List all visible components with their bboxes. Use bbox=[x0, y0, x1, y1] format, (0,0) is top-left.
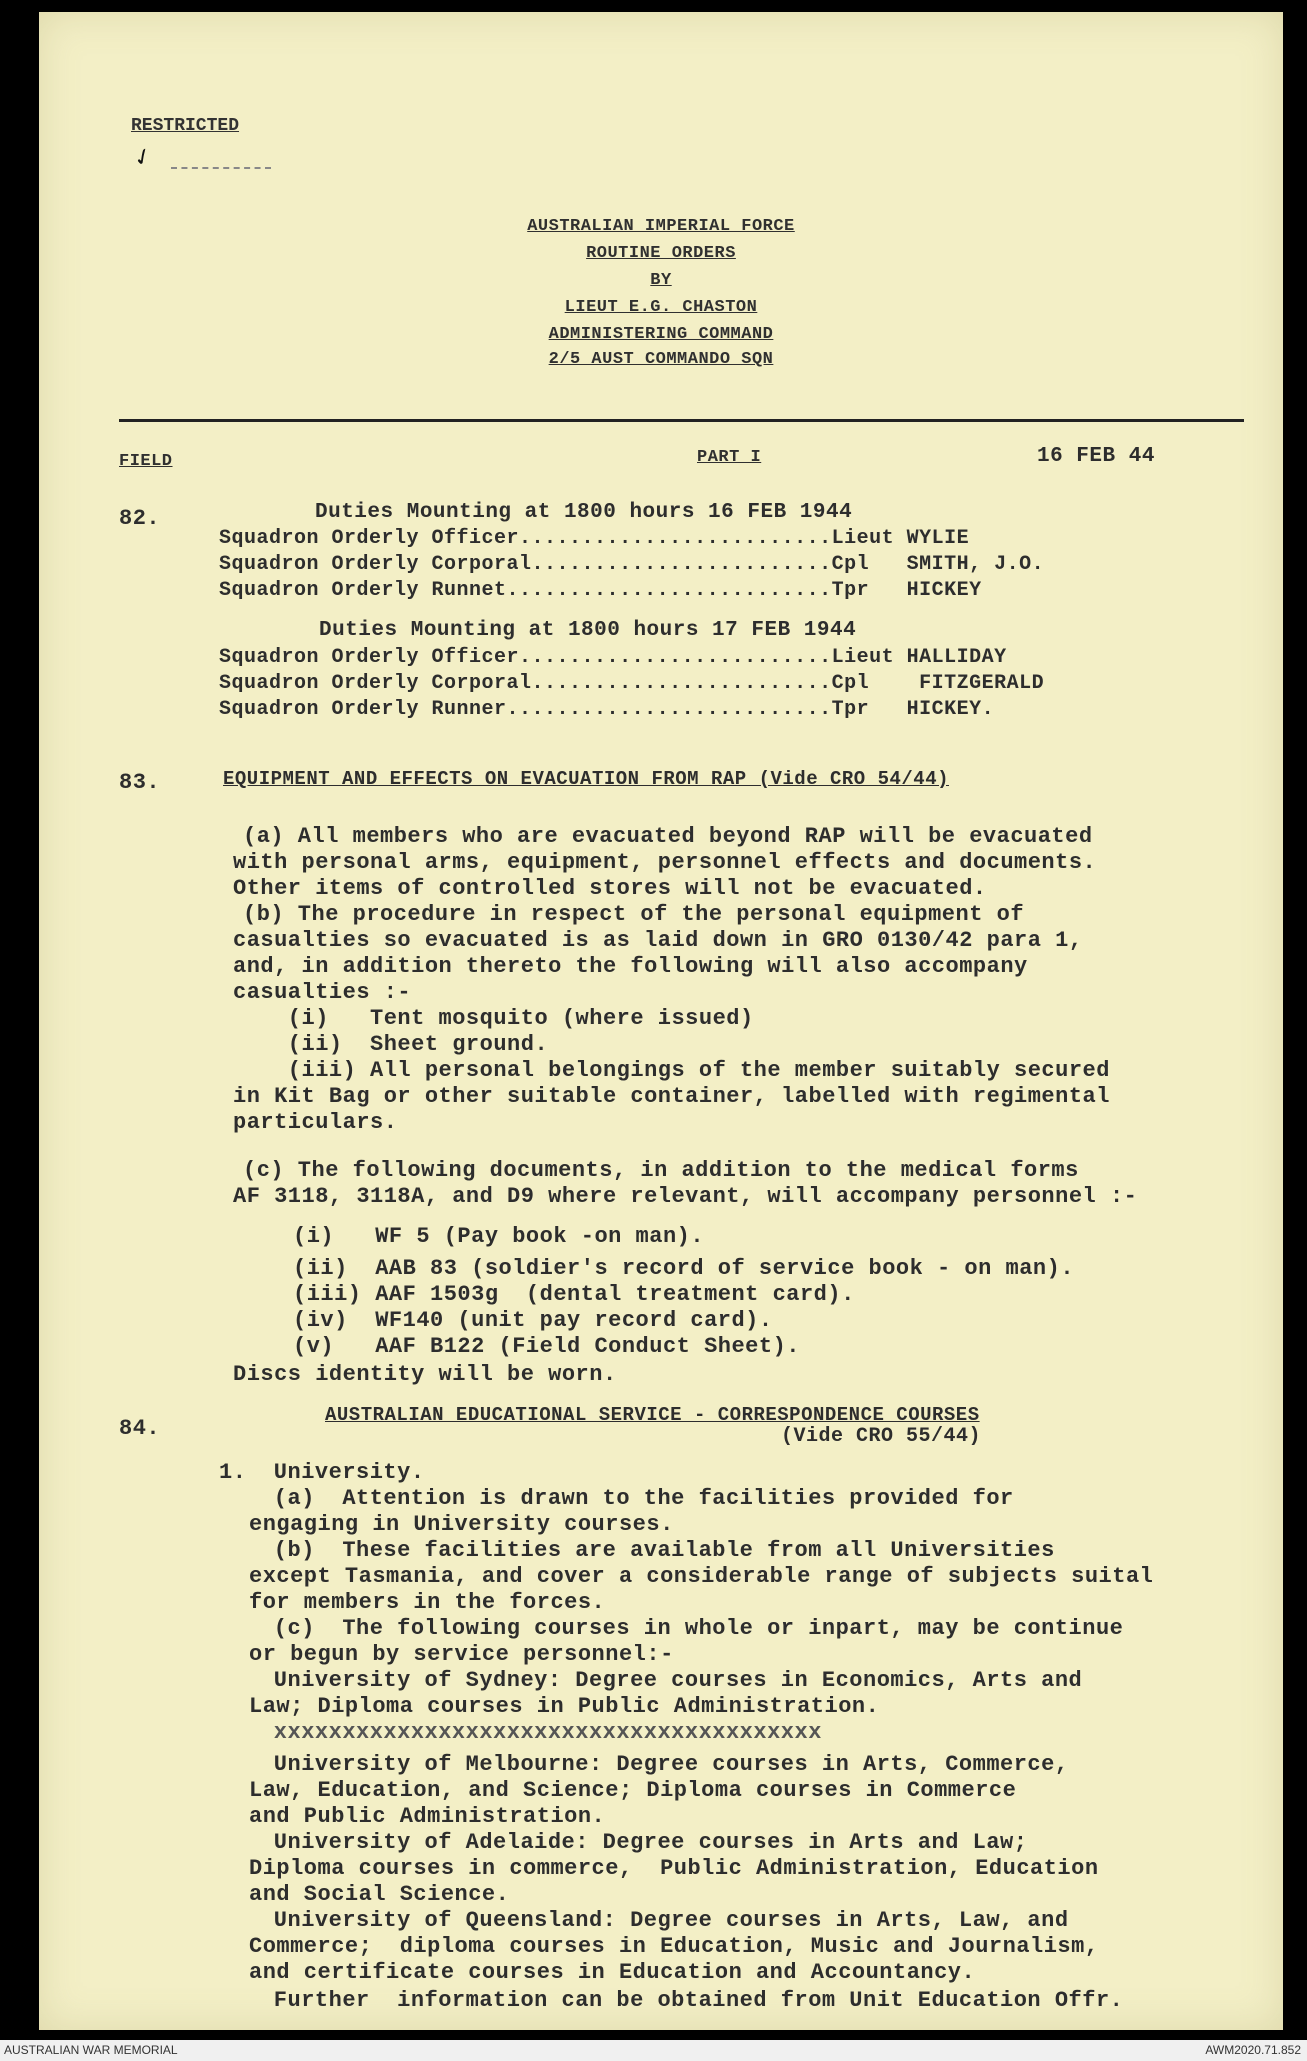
paragraph-line: University of Melbourne: Degree courses in Arts, Commerce, bbox=[219, 1752, 1069, 1777]
pen-tick-mark: ✓ bbox=[129, 141, 157, 175]
header-line-5: ADMINISTERING COMMAND bbox=[548, 325, 774, 344]
paragraph-line: (a) All members who are evacuated beyond RAP will be evacuated bbox=[243, 824, 1093, 849]
header-line-4: LIEUT E.G. CHASTON bbox=[564, 298, 758, 317]
duty-row: Squadron Orderly Runner..........................Tpr HICKEY. bbox=[219, 698, 995, 721]
duties-title-2: Duties Mounting at 1800 hours 17 FEB 1944 bbox=[319, 619, 857, 642]
header-line-1: AUSTRALIAN IMPERIAL FORCE bbox=[527, 217, 795, 236]
paragraph-line: Discs identity will be worn. bbox=[233, 1362, 617, 1387]
paragraph-line: Other items of controlled stores will not be evacuated. bbox=[233, 876, 987, 901]
footer-bar bbox=[0, 2040, 1307, 2061]
paragraph-line: AF 3118, 3118A, and D9 where relevant, will accompany personnel :- bbox=[233, 1184, 1138, 1209]
paragraph-line: Further information can be obtained from Unit Education Offr. bbox=[219, 1988, 1124, 2013]
paragraph-line: (c) The following documents, in addition to the medical forms bbox=[243, 1158, 1079, 1183]
dashed-underline bbox=[171, 167, 271, 169]
header-line-3: BY bbox=[650, 271, 672, 290]
paragraph-line: 1. University. bbox=[219, 1460, 425, 1485]
paragraph-line: (i) Tent mosquito (where issued) bbox=[233, 1006, 754, 1031]
paragraph-line: and certificate courses in Education and Accountancy. bbox=[249, 1960, 976, 1985]
paragraph-line: University of Queensland: Degree courses in Arts, Law, and bbox=[219, 1908, 1069, 1933]
duty-row: Squadron Orderly Officer.........................Lieut WYLIE bbox=[219, 527, 970, 550]
paragraph-line: for members in the forces. bbox=[249, 1590, 606, 1615]
section-heading-84: AUSTRALIAN EDUCATIONAL SERVICE - CORRESPONDENCE COURSES bbox=[325, 1404, 980, 1426]
paragraph-line: (iii) All personal belongings of the member suitably secured bbox=[233, 1058, 1110, 1083]
footer-reference: AWM2020.71.852 bbox=[1205, 2043, 1301, 2057]
paragraph-line: casualties :- bbox=[233, 980, 412, 1005]
order-number-84: 84. bbox=[119, 1416, 161, 1441]
struck-through-line: xxxxxxxxxxxxxxxxxxxxxxxxxxxxxxxxxxxxxxxx bbox=[219, 1720, 822, 1745]
paragraph-line: (b) These facilities are available from all Universities bbox=[219, 1538, 1055, 1563]
paragraph-line: University of Sydney: Degree courses in Economics, Arts and bbox=[219, 1668, 1083, 1693]
document-page bbox=[39, 12, 1283, 2030]
list-item: (iv) WF140 (unit pay record card). bbox=[293, 1308, 773, 1333]
paragraph-line: and Public Administration. bbox=[249, 1804, 606, 1829]
header-line-2: ROUTINE ORDERS bbox=[586, 244, 736, 263]
paragraph-line: casualties so evacuated is as laid down in GRO 0130/42 para 1, bbox=[233, 928, 1083, 953]
horizontal-rule bbox=[119, 419, 1244, 422]
paragraph-line: University of Adelaide: Degree courses in Arts and Law; bbox=[219, 1830, 1028, 1855]
duty-row: Squadron Orderly Corporal........................Cpl FITZGERALD bbox=[219, 672, 1045, 695]
paragraph-line: and, in addition thereto the following will also accompany bbox=[233, 954, 1028, 979]
list-item: (v) AAF B122 (Field Conduct Sheet). bbox=[293, 1334, 800, 1359]
order-number-82: 82. bbox=[119, 506, 161, 531]
security-marking: RESTRICTED bbox=[131, 116, 240, 136]
footer-source: AUSTRALIAN WAR MEMORIAL bbox=[4, 2043, 178, 2057]
list-item: (i) WF 5 (Pay book -on man). bbox=[293, 1224, 705, 1249]
duty-row: Squadron Orderly Corporal........................Cpl SMITH, J.O. bbox=[219, 553, 1045, 576]
duty-row: Squadron Orderly Runnet..........................Tpr HICKEY bbox=[219, 579, 982, 602]
order-number-83: 83. bbox=[119, 770, 161, 795]
list-item: (iii) AAF 1503g (dental treatment card). bbox=[293, 1282, 855, 1307]
paragraph-line: (b) The procedure in respect of the personal equipment of bbox=[243, 902, 1025, 927]
paragraph-line: except Tasmania, and cover a considerable range of subjects suital bbox=[249, 1564, 1154, 1589]
header-line-6: 2/5 AUST COMMANDO SQN bbox=[548, 350, 774, 369]
date-label: 16 FEB 44 bbox=[1037, 445, 1155, 468]
paragraph-line: (a) Attention is drawn to the facilities provided for bbox=[219, 1486, 1014, 1511]
paragraph-line: with personal arms, equipment, personnel effects and documents. bbox=[233, 850, 1097, 875]
list-item: (ii) AAB 83 (soldier's record of service book - on man). bbox=[293, 1256, 1075, 1281]
duty-row: Squadron Orderly Officer.........................Lieut HALLIDAY bbox=[219, 646, 1007, 669]
section-heading-83: EQUIPMENT AND EFFECTS ON EVACUATION FROM RAP (Vide CRO 54/44) bbox=[223, 768, 950, 790]
paragraph-line: Law, Education, and Science; Diploma courses in Commerce bbox=[249, 1778, 1017, 1803]
vide-reference: (Vide CRO 55/44) bbox=[781, 1425, 982, 1448]
paragraph-line: particulars. bbox=[233, 1110, 398, 1135]
paragraph-line: in Kit Bag or other suitable container, labelled with regimental bbox=[233, 1084, 1110, 1109]
part-label: PART I bbox=[697, 448, 762, 467]
paragraph-line: (c) The following courses in whole or inpart, may be continue bbox=[219, 1616, 1124, 1641]
field-label: FIELD bbox=[119, 452, 173, 471]
paragraph-line: Diploma courses in commerce, Public Administration, Education bbox=[249, 1856, 1099, 1881]
duties-title-1: Duties Mounting at 1800 hours 16 FEB 1944 bbox=[315, 501, 853, 524]
paragraph-line: or begun by service personnel:- bbox=[249, 1642, 674, 1667]
paragraph-line: Commerce; diploma courses in Education, Music and Journalism, bbox=[249, 1934, 1099, 1959]
paragraph-line: (ii) Sheet ground. bbox=[233, 1032, 549, 1057]
paragraph-line: and Social Science. bbox=[249, 1882, 510, 1907]
paragraph-line: engaging in University courses. bbox=[249, 1512, 674, 1537]
paragraph-line: Law; Diploma courses in Public Administration. bbox=[249, 1694, 880, 1719]
